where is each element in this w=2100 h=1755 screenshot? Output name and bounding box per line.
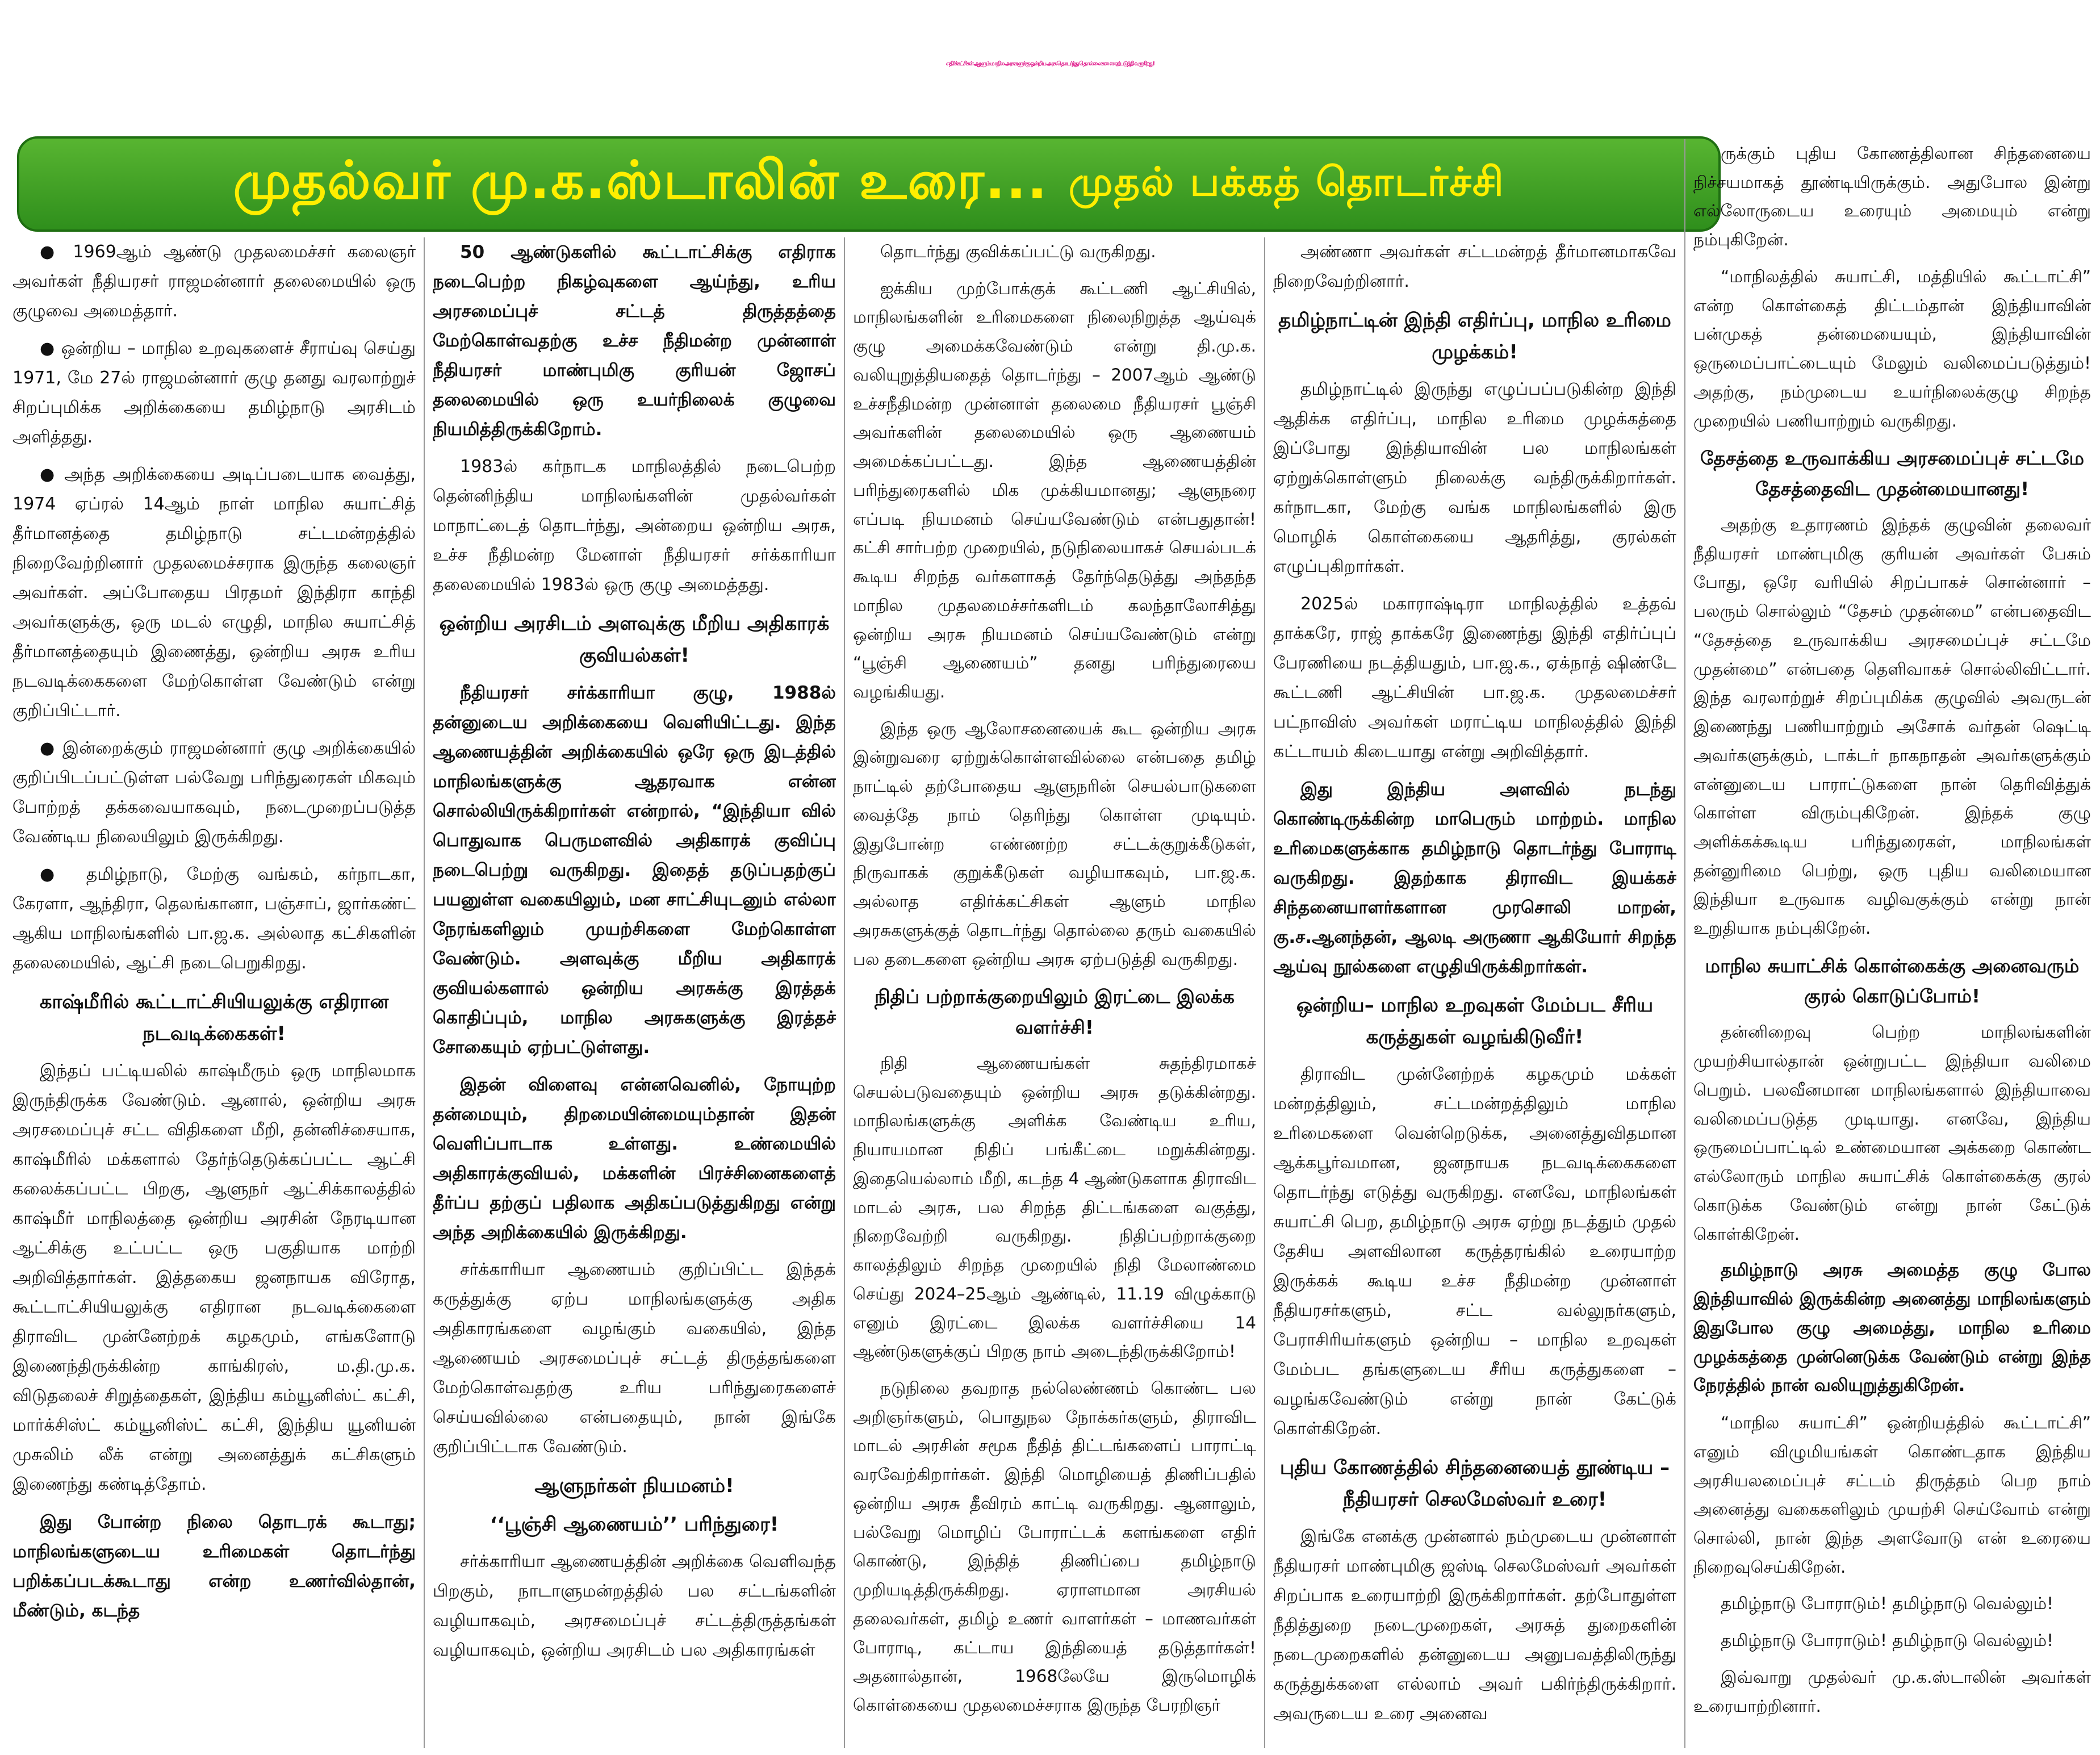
column-divider	[844, 237, 845, 1748]
section-heading: காஷ்மீரில் கூட்டாட்சியியலுக்கு எதிரான நடவடிக்கைகள்!	[39, 991, 389, 1045]
paragraph: ● ஒன்றிய – மாநில உறவுகளைச் சீராய்வு செய்து 1971, மே 27ல் ராஜமன்னார் குழு தனது வரலாற்றுச் சிறப்புமிக்க அறிக்கையை தமிழ்நாடு அரசிடம் அளித்தது.	[12, 339, 416, 447]
section-heading: மாநில சுயாட்சிக் கொள்கைக்கு அனைவரும் குரல் கொடுப்போம்!	[1705, 954, 2080, 1008]
paragraph: அண்ணா அவர்கள் சட்டமன்றத் தீர்மானமாகவே நிறைவேற்றினார்.	[1273, 242, 1676, 291]
paragraph: நிதி ஆணையங்கள் சுதந்திரமாகச் செயல்படுவதையும் ஒன்றிய அரசு தடுக்கின்றது. மாநிலங்களுக்கு அளிக்க வேண்டிய உரிய, நியாயமான நிதிப் பங்கீட்டை மறுக்கின்றது. இதையெல்லாம் மீறி, கடந்த 4 ஆண்டுகளாக திராவிட மாடல் அரசு, பல சிறந்த திட்டங்களை வகுத்து, நிறைவேற்றி வருகிறது. நிதிப்பற்றாக்குறை காலத்திலும் சிறந்த முறையில் நிதி மேலாண்மை செய்து 2024–25ஆம் ஆண்டில், 11.19 விழுக்காடு எனும் இரட்டை இலக்க வளர்ச்சியை 14 ஆண்டுகளுக்குப் பிறகு நாம் அடைந்திருக்கிறோம்!	[853, 1053, 1256, 1361]
paragraph: ● 1969ஆம் ஆண்டு முதலமைச்சர் கலைஞர் அவர்கள் நீதியரசர் ராஜமன்னார் தலைமையில் ஒரு குழுவை அமைத்தார்.	[12, 242, 416, 321]
headline: எதிர்க்கட்சிகள் ஆளும் மாநில அரசுகளுக்கு ஒன்றிய அரசு தொடர்ந்து தொல்லைகளை ஏற்படுத்தி வருகிறது!	[946, 60, 1154, 67]
section-heading: நிதிப் பற்றாக்குறையிலும் இரட்டை இலக்க வளர்ச்சி!	[875, 985, 1235, 1038]
bold-paragraph: 50 ஆண்டுகளில் கூட்டாட்சிக்கு எதிராக நடைபெற்ற நிகழ்வுகளை ஆய்ந்து, உரிய அரசமைப்புச் சட்டத் திருத்தத்தை மேற்கொள்வதற்கு உச்ச நீதிமன்ற முன்னாள் நீதியரசர் மாண்புமிகு குரியன் ஜோசப் தலைமையில் ஒரு உயர்நிலைக் குழுவை நியமித்திருக்கிறோம்.	[433, 242, 836, 440]
column-divider	[1264, 237, 1265, 1748]
paragraph: ● தமிழ்நாடு, மேற்கு வங்கம், கர்நாடகா, கேரளா, ஆந்திரா, தெலங்கானா, பஞ்சாப், ஜார்கண்ட் ஆகிய மாநிலங்களில் பா.ஜ.க. அல்லாத கட்சிகளின் தலைமையில், ஆட்சி நடைபெறுகிறது.	[12, 864, 416, 973]
paragraph: சர்க்காரியா ஆணையத்தின் அறிக்கை வெளிவந்த பிறகும், நாடாளுமன்றத்தில் பல சட்டங்களின் வழியாகவும், அரசமைப்புச் சட்டத்திருத்தங்கள் வழியாகவும், ஒன்றிய அரசிடம் பல அதிகாரங்கள்	[433, 1552, 836, 1660]
paragraph: இங்கே எனக்கு முன்னால் நம்முடைய முன்னாள் நீதியரசர் மாண்புமிகு ஜஸ்டி செலமேஸ்வர் அவர்கள் சிறப்பாக உரையாற்றி இருக்கிறார்கள். தற்போதுள்ள நீதித்துறை நடைமுறைகள், அரசுத் துறைகளின் நடைமுறைகளில் தன்னுடைய அனுபவத்திலிருந்து கருத்துக்களை எல்லாம் அவர் பகிர்ந்திருக்கிறார். அவருடைய உரை அனைவ	[1273, 1527, 1676, 1724]
paragraph: சர்க்காரியா ஆணையம் குறிப்பிட்ட இந்தக் கருத்துக்கு ஏற்ப மாநிலங்களுக்கு அதிக அதிகாரங்களை வழங்கும் வகையில், இந்த ஆணையம் அரசமைப்புச் சட்டத் திருத்தங்களை மேற்கொள்வதற்கு உரிய பரிந்துரைகளைச் செய்யவில்லை என்பதையும், நான் இங்கே குறிப்பிட்டாக வேண்டும்.	[433, 1260, 836, 1457]
banner-subtitle: முதல் பக்கத் தொடர்ச்சி	[1068, 158, 1505, 205]
article-column-5	[1693, 139, 2091, 1751]
section-heading: ஒன்றிய– மாநில உறவுகள் மேம்பட சீரிய கருத்துகள் வழங்கிடுவீர்!	[1296, 994, 1654, 1048]
paragraph: 2025ல் மகாராஷ்டிரா மாநிலத்தில் உத்தவ் தாக்கரே, ராஜ் தாக்கரே இணைந்து இந்தி எதிர்ப்புப் பேரணியை நடத்தியதும், பா.ஜ.க., ஏக்நாத் ஷிண்டே கூட்டணி ஆட்சியின் பா.ஜ.க. முதலமைச்சர் பட்நாவிஸ் அவர்கள் மராட்டிய மாநிலத்தில் இந்தி கட்டாயம் கிடையாது என்று அறிவித்தார்.	[1273, 594, 1676, 762]
banner-title: முதல்வர் மு.க.ஸ்டாலின் உரை...	[233, 150, 1048, 211]
bold-paragraph: நீதியரசர் சர்க்காரியா குழு, 1988ல் தன்னுடைய அறிக்கையை வெளியிட்டது. இந்த ஆணையத்தின் அறிக்கையில் ஒரே ஒரு இடத்தில் மாநிலங்களுக்கு ஆதரவாக என்ன சொல்லியிருக்கிறார்கள் என்றால், “இந்தியா வில் பொதுவாக பெருமளவில் அதிகாரக் குவிப்பு நடைபெற்று வருகிறது. இதைத் தடுப்பதற்குப் பயனுள்ள வகையிலும், மன சாட்சியுடனும் எல்லா நேரங்களிலும் முயற்சிகளை மேற்கொள்ள வேண்டும். அளவுக்கு மீறிய அதிகாரக் குவியல்களால் ஒன்றிய அரசுக்கு இரத்தக் கொதிப்பும், மாநில அரசுகளுக்கு இரத்தச் சோகையும் ஏற்பட்டுள்ளது.	[433, 683, 836, 1058]
section-heading: ஒன்றிய அரசிடம் அளவுக்கு மீறிய அதிகாரக் குவியல்கள்!	[439, 612, 830, 667]
paragraph: இவ்வாறு முதல்வர் மு.க.ஸ்டாலின் அவர்கள் உரையாற்றினார்.	[1693, 1667, 2091, 1716]
article-column-2	[433, 237, 836, 1751]
bold-paragraph: இதன் விளைவு என்னவெனில், நோயுற்ற தன்மையும், திறமையின்மையும்தான் இதன் வெளிப்பாடாக உள்ளது. உண்மையில் அதிகாரக்குவியல், மக்களின் பிரச்சினைகளைத் தீர்ப்ப தற்குப் பதிலாக அதிகப்படுத்துகிறது என்று அந்த அறிக்கையில் இருக்கிறது.	[433, 1075, 836, 1243]
section-banner	[17, 136, 1721, 232]
paragraph: ஐக்கிய முற்போக்குக் கூட்டணி ஆட்சியில், மாநிலங்களின் உரிமைகளை நிலைநிறுத்த ஆய்வுக் குழு அமைக்கவேண்டும் என்று தி.மு.க. வலியுறுத்தியதைத் தொடர்ந்து – 2007ஆம் ஆண்டு உச்சநீதிமன்ற முன்னாள் தலைமை நீதியரசர் பூஞ்சி அவர்களின் தலைமையில் ஒரு ஆணையம் அமைக்கப்பட்டது. இந்த ஆணையத்தின் பரிந்துரைகளில் மிக முக்கியமானது; ஆளுநரை எப்படி நியமனம் செய்யவேண்டும் என்பதுதான்! கட்சி சார்பற்ற முறையில், நடுநிலையாகச் செயல்படக் கூடிய சிறந்த வர்களாகத் தேர்ந்தெடுத்து அந்தந்த மாநில முதலமைச்சர்களிடம் கலந்தாலோசித்து ஒன்றிய அரசு நியமனம் செய்யவேண்டும் என்று “பூஞ்சி ஆணையம்” தனது பரிந்துரையை வழங்கியது.	[853, 278, 1256, 702]
section-heading: புதிய கோணத்தில் சிந்தனையைத் தூண்டிய – நீதியரசர் செலமேஸ்வர் உரை!	[1279, 1456, 1670, 1511]
paragraph: “மாநிலத்தில் சுயாட்சி, மத்தியில் கூட்டாட்சி” என்ற கொள்கைத் திட்டம்தான் இந்தியாவின் பன்முகத் தன்மையையும், இந்தியாவின் ஒருமைப்பாட்டையும் மேலும் வலிமைப்படுத்தும்! அதற்கு, நம்முடைய உயர்நிலைக்குழு சிறந்த முறையில் பணியாற்றும் வருகிறது.	[1693, 266, 2091, 431]
paragraph: ● அந்த அறிக்கையை அடிப்படையாக வைத்து, 1974 ஏப்ரல் 14ஆம் நாள் மாநில சுயாட்சித் தீர்மானத்தை தமிழ்நாடு சட்டமன்றத்தில் நிறைவேற்றினார் முதலமைச்சராக இருந்த கலைஞர் அவர்கள். அப்போதைய பிரதமர் இந்திரா காந்தி அவர்களுக்கு, ஒரு மடல் எழுதி, மாநில சுயாட்சித் தீர்மானத்தையும் இணைத்து, ஒன்றிய அரசு உரிய நடவடிக்கைகளை மேற்கொள்ள வேண்டும் என்று குறிப்பிட்டார்.	[12, 465, 416, 721]
paragraph: தமிழ்நாடு போராடும்! தமிழ்நாடு வெல்லும்!	[1721, 1631, 2053, 1650]
section-heading: தமிழ்நாட்டின் இந்தி எதிர்ப்பு, மாநில உரிமை முழக்கம்!	[1278, 309, 1671, 363]
bold-paragraph: இது இந்திய அளவில் நடந்து கொண்டிருக்கின்ற மாபெரும் மாற்றம். மாநில உரிமைகளுக்காக தமிழ்நாடு தொடர்ந்து போராடி வருகிறது. இதற்காக திராவிட இயக்கச் சிந்தனையாளர்களான முரசொலி மாறன், கு.ச.ஆனந்தன், ஆலடி அருணா ஆகியோர் சிறந்த ஆய்வு நூல்களை எழுதியிருக்கிறார்கள்.	[1273, 779, 1676, 977]
paragraph: இந்தப் பட்டியலில் காஷ்மீரும் ஒரு மாநிலமாக இருந்திருக்க வேண்டும். ஆனால், ஒன்றிய அரசு அரசமைப்புச் சட்ட விதிகளை மீறி, தன்னிச்சையாக, காஷ்மீரில் மக்களால் தேர்ந்தெடுக்கப்பட்ட ஆட்சி கலைக்கப்பட்ட பிறகு, ஆளுநர் ஆட்சிக்காலத்தில் காஷ்மீர் மாநிலத்தை ஒன்றிய அரசின் நேரடியான ஆட்சிக்கு உட்பட்ட ஒரு பகுதியாக மாற்றி அறிவித்தார்கள். இத்தகைய ஜனநாயக விரோத, கூட்டாட்சியியலுக்கு எதிரான நடவடிக்கைளை திராவிட முன்னேற்றக் கழகமும், எங்களோடு இணைந்திருக்கின்ற காங்கிரஸ், ம.தி.மு.க. விடுதலைச் சிறுத்தைகள், இந்திய கம்யூனிஸ்ட் கட்சி, மார்க்சிஸ்ட் கம்யூனிஸ்ட் கட்சி, இந்திய யூனியன் முசுலிம் லீக் என்று அனைத்துக் கட்சிகளும் இணைந்து கண்டித்தோம்.	[12, 1061, 416, 1494]
bold-paragraph: தமிழ்நாடு அரசு அமைத்த குழு போல இந்தியாவில் இருக்கின்ற அனைத்து மாநிலங்களும் இதுபோல குழு அமைத்து, மாநில உரிமை முழக்கத்தை முன்னெடுக்க வேண்டும் என்று இந்த நேரத்தில் நான் வலியுறுத்துகிறேன்.	[1693, 1260, 2091, 1396]
paragraph: திராவிட முன்னேற்றக் கழகமும் மக்கள் மன்றத்திலும், சட்டமன்றத்திலும் மாநில உரிமைகளை வென்றெடுக்க, அனைத்துவிதமான ஆக்கபூர்வமான, ஜனநாயக நடவடிக்கைகளை தொடர்ந்து எடுத்து வருகிறது. எனவே, மாநிலங்கள் சுயாட்சி பெற, தமிழ்நாடு அரசு ஏற்று நடத்தும் முதல் தேசிய அளவிலான கருத்தரங்கில் உரையாற்ற இருக்கக் கூடிய உச்ச நீதிமன்ற முன்னாள் நீதியரசர்களும், சட்ட வல்லுநர்களும், பேராசிரியர்களும் ஒன்றிய – மாநில உறவுகள் மேம்பட தங்களுடைய சீரிய கருத்துகளை – வழங்கவேண்டும் என்று நான் கேட்டுக் கொள்கிறேன்.	[1273, 1064, 1676, 1439]
section-heading: ஆளுநர்கள் நியமனம்!	[534, 1474, 734, 1497]
paragraph: தமிழ்நாட்டில் இருந்து எழுப்பப்படுகின்ற இந்தி ஆதிக்க எதிர்ப்பு, மாநில உரிமை முழக்கத்தை இப்போது இந்தியாவின் பல மாநிலங்கள் ஏற்றுக்கொள்ளும் நிலைக்கு வந்திருக்கிறார்கள். கர்நாடகா, மேற்கு வங்க மாநிலங்களில் இரு மொழிக் கொள்கையை ஆதரித்து, குரல்கள் எழுப்புகிறார்கள்.	[1273, 379, 1676, 576]
column-divider	[1684, 139, 1685, 1748]
column-divider	[424, 237, 425, 1748]
bold-paragraph: இது போன்ற நிலை தொடரக் கூடாது; மாநிலங்களுடைய உரிமைகள் தொடர்ந்து பறிக்கப்படக்கூடாது என்ற உணர்வில்தான், மீண்டும், கடந்த	[12, 1512, 416, 1621]
paragraph: அதற்கு உதாரணம் இந்தக் குழுவின் தலைவர் நீதியரசர் மாண்புமிகு குரியன் அவர்கள் பேசும் போது, ஒரே வரியில் சிறப்பாகச் சொன்னார் – பலரும் சொல்லும் “தேசம் முதன்மை” என்பதைவிட “தேசத்தை உருவாக்கிய அரசமைப்புச் சட்டமே முதன்மை” என்பதை தெளிவாகச் சொல்லிவிட்டார். இந்த வரலாற்றுச் சிறப்புமிக்க குழுவில் அவருடன் இணைந்து பணியாற்றும் அசோக் வர்தன் ஷெட்டி அவர்களுக்கும், டாக்டர் நாகநாதன் அவர்களுக்கும் என்னுடைய பாராட்டுகளை நான் தெரிவித்துக் கொள்ள விரும்புகிறேன். இந்தக் குழு அளிக்கக்கூடிய பரிந்துரைகள், மாநிலங்கள் தன்னுரிமை பெற்று, ஒரு புதிய வலிமையான இந்தியா உருவாக வழிவகுக்கும் என்று நான் உறுதியாக நம்புகிறேன்.	[1693, 515, 2091, 938]
paragraph: தொடர்ந்து குவிக்கப்பட்டு வருகிறது.	[880, 242, 1156, 261]
paragraph: நடுநிலை தவறாத நல்லெண்ணம் கொண்ட பல அறிஞர்களும், பொதுநல நோக்கர்களும், திராவிட மாடல் அரசின் சமூக நீதித் திட்டங்களைப் பாராட்டி வரவேற்கிறார்கள். இந்தி மொழியைத் திணிப்பதில் ஒன்றிய அரசு தீவிரம் காட்டி வருகிறது. ஆனாலும், பல்வேறு மொழிப் போராட்டக் களங்களை எதிர் கொண்டு, இந்தித் திணிப்பை தமிழ்நாடு முறியடித்திருக்கிறது. ஏராளமான அரசியல் தலைவர்கள், தமிழ் உணர் வாளர்கள் – மாணவர்கள் போராடி, கட்டாய இந்தியைத் தடுத்தார்கள்! அதனால்தான், 1968லேயே இருமொழிக் கொள்கையை முதலமைச்சராக இருந்த பேரறிஞர்	[853, 1378, 1256, 1715]
paragraph: ● இன்றைக்கும் ராஜமன்னார் குழு அறிக்கையில் குறிப்பிடப்பட்டுள்ள பல்வேறு பரிந்துரைகள் மிகவும் போற்றத் தக்கவையாகவும், நடைமுறைப்படுத்த வேண்டிய நிலையிலும் இருக்கிறது.	[12, 738, 416, 847]
paragraph: தமிழ்நாடு போராடும்! தமிழ்நாடு வெல்லும்!	[1721, 1594, 2053, 1614]
paragraph: “மாநில சுயாட்சி” ஒன்றியத்தில் கூட்டாட்சி” எனும் விழுமியங்கள் கொண்டதாக இந்திய அரசியலமைப்புச் சட்டம் திருத்தம் பெற நாம் அனைத்து வகைகளிலும் முயற்சி செய்வோம் என்று சொல்லி, நான் இந்த அளவோடு என் உரையை நிறைவுசெய்கிறேன்.	[1693, 1413, 2091, 1577]
article-column-4	[1273, 237, 1676, 1751]
section-heading: தேசத்தை உருவாக்கிய அரசமைப்புச் சட்டமே தேசத்தைவிட முதன்மையானது!	[1700, 447, 2085, 500]
article-column-1	[12, 237, 416, 1751]
paragraph: தன்னிறைவு பெற்ற மாநிலங்களின் முயற்சியால்தான் ஒன்றுபட்ட இந்தியா வலிமை பெறும். பலவீனமான மாநிலங்களால் இந்தியாவை வலிமைப்படுத்த முடியாது. எனவே, இந்திய ஒருமைப்பாட்டில் உண்மையான அக்கறை கொண்ட எல்லோரும் மாநில சுயாட்சிக் கொள்கைக்கு குரல் கொடுக்க வேண்டும் என்று நான் கேட்டுக் கொள்கிறேன்.	[1693, 1022, 2091, 1244]
article-column-3	[853, 237, 1256, 1751]
paragraph: ருக்கும் புதிய கோணத்திலான சிந்தனையை நிச்சயமாகத் தூண்டியிருக்கும். அதுபோல இன்று எல்லோருடைய உரையும் அமையும் என்று நம்புகிறேன்.	[1693, 144, 2091, 250]
paragraph: இந்த ஒரு ஆலோசனையைக் கூட ஒன்றிய அரசு இன்றுவரை ஏற்றுக்கொள்ளவில்லை என்பதை தமிழ் நாட்டில் தற்போதைய ஆளுநரின் செயல்பாடுகளை வைத்தே நாம் தெரிந்து கொள்ள முடியும். இதுபோன்ற எண்ணற்ற சட்டக்குறுக்கீடுகள், நிருவாகக் குறுக்கீடுகள் வழியாகவும், பா.ஜ.க. அல்லாத எதிர்க்கட்சிகள் ஆளும் மாநில அரசுகளுக்குத் தொடர்ந்து தொல்லை தரும் வகையில் பல தடைகளை ஒன்றிய அரசு ஏற்படுத்தி வருகிறது.	[853, 718, 1256, 969]
paragraph: 1983ல் கர்நாடக மாநிலத்தில் நடைபெற்ற தென்னிந்திய மாநிலங்களின் முதல்வர்கள் மாநாட்டைத் தொடர்ந்து, அன்றைய ஒன்றிய அரசு, உச்ச நீதிமன்ற மேனாள் நீதியரசர் சர்க்காரியா தலைமையில் 1983ல் ஒரு குழு அமைத்தது.	[433, 457, 836, 595]
section-heading: ‘‘பூஞ்சி ஆணையம்’’ பரிந்துரை!	[490, 1513, 779, 1536]
